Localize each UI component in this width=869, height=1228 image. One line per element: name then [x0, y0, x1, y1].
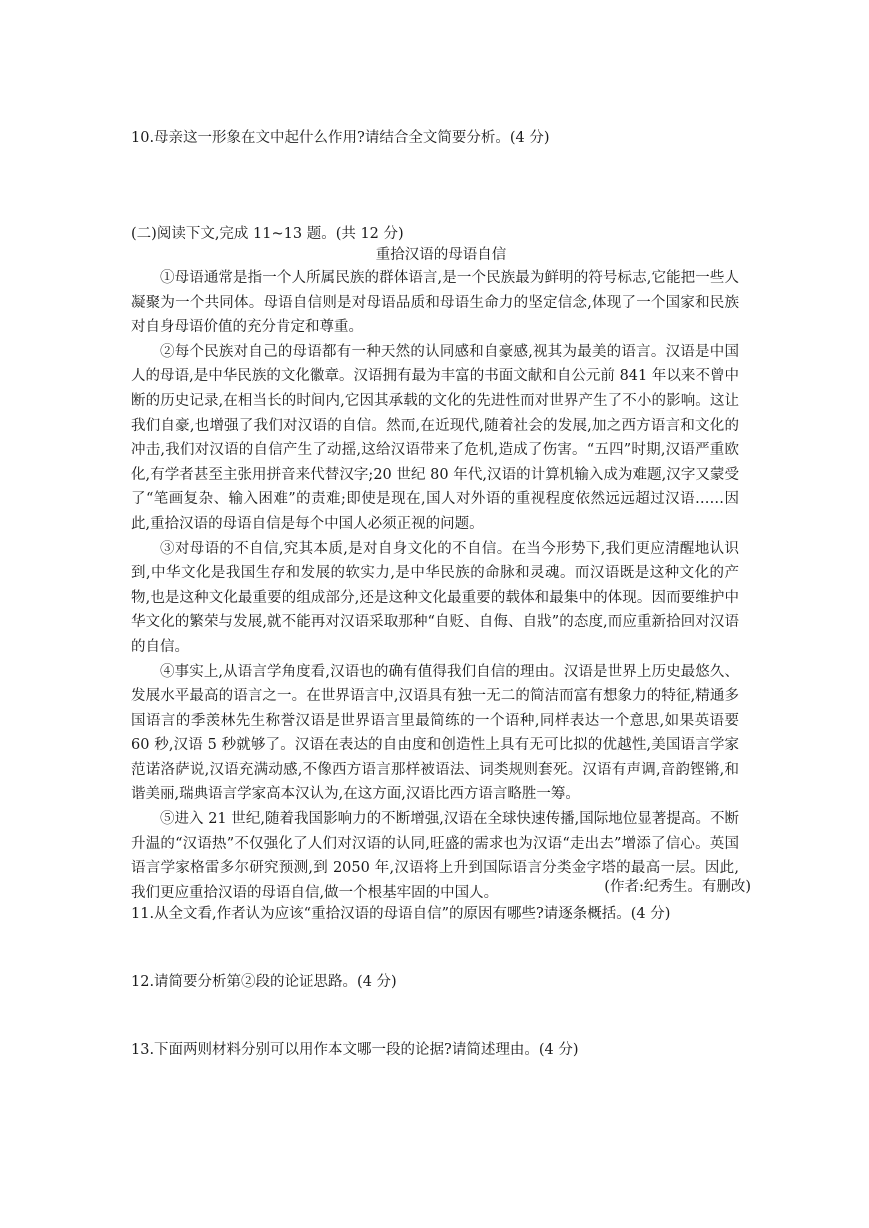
article-author: (作者:纪秀生。有删改) [604, 879, 751, 895]
article-paragraph-3: ③对母语的不自信,究其本质,是对自身文化的不自信。在当今形势下,我们更应清醒地认识到,中华文化是我国生存和发展的软实力,是中华民族的命脉和灵魂。而汉语既是这种文化的产物,也是这种文化最重要的组成部分,还是这种文化最重要的载体和最集中的体现。因而要维护中华文化的繁荣与发展,就不能再对汉语采取那种“自贬、自侮、自戕”的态度,而应重新拾回对汉语的自信。 [131, 540, 739, 655]
article-paragraph-4: ④事实上,从语言学角度看,汉语也的确有值得我们自信的理由。汉语是世界上历史最悠久、发展水平最高的语言之一。在世界语言中,汉语具有独一无二的简洁而富有想象力的特征,精通多国语言的季羡林先生称誉汉语是世界语言里最简练的一个语种,同样表达一个意思,如果英语要 60 秒,汉语 5 秒就够了。汉语在表达的自由度和创造性上具有无可比拟的优越性,美国语言学家范诺洛萨说,汉语充满动感,不像西方语言那样被语法、词类规则套死。汉语有声调,音韵铿锵,和谐美丽,瑞典语言学家高本汉认为,在这方面,汉语比西方语言略胜一筹。 [131, 663, 739, 803]
article-paragraph-2: ②每个民族对自己的母语都有一种天然的认同感和自豪感,视其为最美的语言。汉语是中国人的母语,是中华民族的文化徽章。汉语拥有最为丰富的书面文献和自公元前 841 年以来不曾中断的历史记录,在相当长的时间内,它因其承载的文化的先进性而对世界产生了不小的影响。这让我们自豪,也增强了我们对汉语的自信。然而,在近现代,随着社会的发展,加之西方语言和文化的冲击,我们对汉语的自信产生了动摇,这给汉语带来了危机,造成了伤害。“五四”时期,汉语严重欧化,有学者甚至主张用拼音来代替汉字;20 世纪 80 年代,汉语的计算机输入成为难题,汉字又蒙受了“笔画复杂、输入困难”的责难;即使是现在,国人对外语的重视程度依然远远超过汉语……因此,重拾汉语的母语自信是每个中国人必须正视的问题。 [131, 343, 739, 532]
section-heading: (二)阅读下文,完成 11~13 题。(共 12 分) [131, 226, 404, 242]
question-12: 12.请简要分析第②段的论证思路。(4 分) [131, 974, 397, 990]
question-10: 10.母亲这一形象在文中起什么作用?请结合全文简要分析。(4 分) [131, 130, 550, 146]
question-11: 11.从全文看,作者认为应该“重拾汉语的母语自信”的原因有哪些?请逐条概括。(4 分) [131, 906, 671, 922]
article-title: 重拾汉语的母语自信 [375, 247, 507, 263]
article-paragraph-5: ⑤进入 21 世纪,随着我国影响力的不断增强,汉语在全球快速传播,国际地位显著提高。不断升温的“汉语热”不仅强化了人们对汉语的认同,旺盛的需求也为汉语“走出去”增添了信心。英国语言学家格雷多尔研究预测,到 2050 年,汉语将上升到国际语言分类金字塔的最高一层。因此,我们更应重拾汉语的母语自信,做一个根基牢固的中国人。 [131, 811, 739, 901]
question-13: 13.下面两则材料分别可以用作本文哪一段的论据?请简述理由。(4 分) [131, 1042, 579, 1058]
article-body [131, 266, 739, 905]
article-paragraph-1: ①母语通常是指一个人所属民族的群体语言,是一个民族最为鲜明的符号标志,它能把一些人凝聚为一个共同体。母语自信则是对母语品质和母语生命力的坚定信念,体现了一个国家和民族对自身母语价值的充分肯定和尊重。 [131, 270, 739, 336]
